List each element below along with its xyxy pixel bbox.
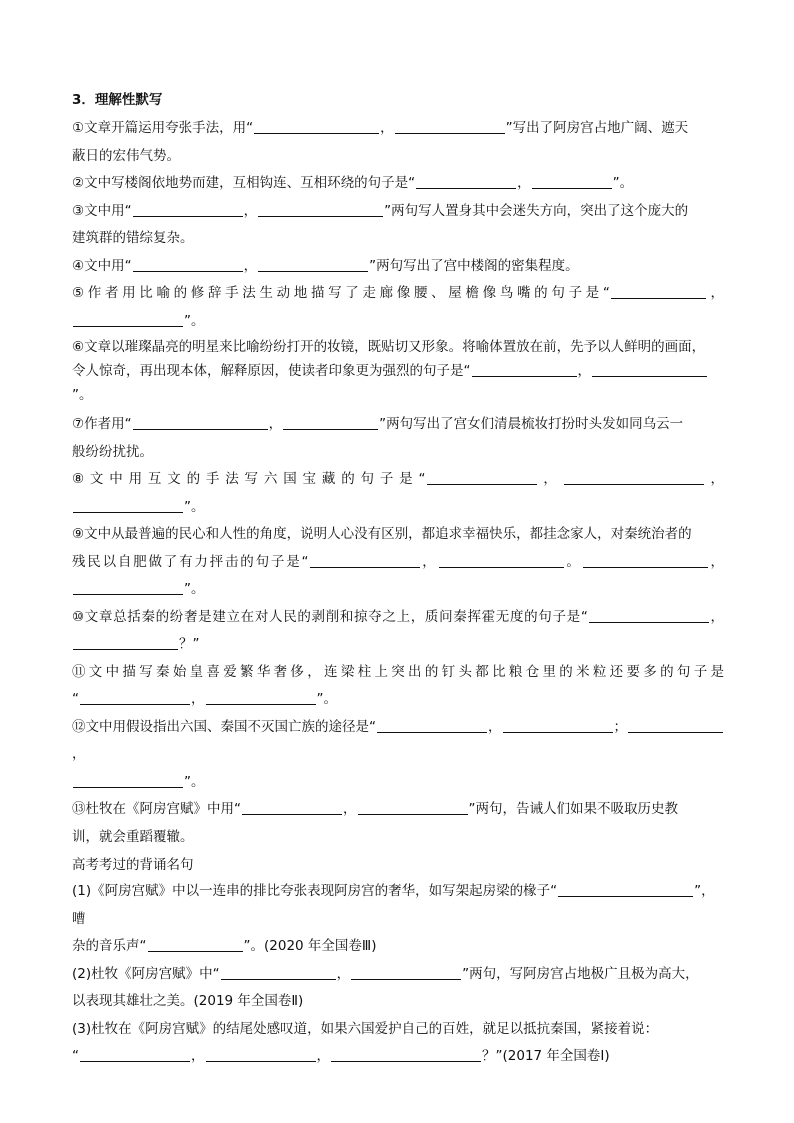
question-10: ⑩文章总括秦的纷奢是建立在对人民的剥削和掠夺之上，质问秦挥霍无度的句子是“ ， ？” [72, 608, 725, 652]
answer-blank[interactable] [206, 1047, 316, 1062]
answer-blank[interactable] [592, 362, 707, 377]
question-12: ⑫文中用假设指出六国、秦国不灭国亡族的途径是“ ， ；， ”。 [72, 714, 724, 797]
answer-blank[interactable] [133, 202, 243, 217]
question-8: ⑧文中用互文的手法写六国宝藏的句子是“ ， ， ”。 [72, 471, 724, 515]
answer-blank[interactable] [221, 965, 336, 980]
answer-blank[interactable] [206, 690, 316, 705]
question-9: ⑨文中从最普遍的民心和人性的角度，说明人心没有区别，都追求幸福快乐，都挂念家人，对秦统治者的 残民以自肥做了有力抨击的句子是“ ， 。 ， ”。 [72, 526, 725, 597]
answer-blank[interactable] [258, 257, 368, 272]
answer-blank[interactable] [73, 773, 183, 788]
answer-blank[interactable] [73, 498, 183, 513]
question-2: ②文中写楼阁依地势而建，互相钩连、互相环绕的句子是“ ， ”。 [72, 175, 634, 191]
answer-blank[interactable] [472, 362, 577, 377]
gaokao-question-1: (1)《阿房宫赋》中以一连串的排比夸张表现阿房宫的奢华，如写架起房梁的椽子“ ”，嘈 杂的音乐声“ ”。(2020 年全国卷Ⅲ) [72, 883, 715, 954]
answer-blank[interactable] [377, 718, 487, 733]
answer-blank[interactable] [148, 937, 243, 952]
subsection-heading: 高考考过的背诵名句 [72, 857, 194, 873]
answer-blank[interactable] [73, 635, 178, 650]
answer-blank[interactable] [395, 119, 505, 134]
question-5: ⑤作者用比喻的修辞手法生动地描写了走廊像腰、屋檐像鸟嘴的句子是“ ， ”。 [72, 285, 724, 329]
question-11: ⑪文中描写秦始皇喜爱繁华奢侈，连梁柱上突出的钉头都比粮仓里的米粒还要多的句子是 “ ， ”。 [72, 663, 724, 707]
answer-blank[interactable] [427, 470, 537, 485]
question-7: ⑦作者用“ ， ”两句写出了宫女们清晨梳妆打扮时头发如同乌云一 般纷纷扰扰。 [72, 416, 684, 460]
question-1: ①文章开篇运用夸张手法，用“ ， ”写出了阿房宫占地广阔、遮天 蔽日的宏伟气势。 [72, 120, 689, 164]
answer-blank[interactable] [73, 580, 183, 595]
answer-blank[interactable] [358, 800, 468, 815]
answer-blank[interactable] [589, 608, 709, 623]
answer-blank[interactable] [439, 553, 564, 568]
gaokao-question-2: (2)杜牧《阿房宫赋》中“ ， ”两句，写阿房宫占地极广且极为高大， 以表现其雄壮之美。(2019 年全国卷Ⅱ) [72, 965, 699, 1009]
answer-blank[interactable] [416, 174, 516, 189]
question-6: ⑥文章以璀璨晶亮的明星来比喻纷纷打开的妆镜，既贴切又形象。将喻体置放在前，先予以人鲜明的画面， 令人惊奇，再出现本体，解释原因，使读者印象更为强烈的句子是“ ，”。 [72, 339, 706, 403]
section-heading: 3．理解性默写 [72, 92, 163, 108]
answer-blank[interactable] [258, 202, 383, 217]
gaokao-question-3: (3)杜牧在《阿房宫赋》的结尾处感叹道，如果六国爱护自己的百姓，就足以抵抗秦国，紧接着说： “ ， ， ？”(2017 年全国卷Ⅰ) [72, 1020, 659, 1064]
exercise-page [72, 90, 724, 1071]
answer-blank[interactable] [254, 119, 379, 134]
question-4: ④文中用“ ， ”两句写出了宫中楼阁的密集程度。 [72, 257, 579, 274]
answer-blank[interactable] [80, 1047, 190, 1062]
answer-blank[interactable] [331, 1047, 481, 1062]
answer-blank[interactable] [242, 800, 342, 815]
answer-blank[interactable] [310, 553, 420, 568]
answer-blank[interactable] [583, 553, 708, 568]
answer-blank[interactable] [133, 415, 268, 430]
answer-blank[interactable] [73, 312, 183, 327]
answer-blank[interactable] [80, 690, 190, 705]
answer-blank[interactable] [611, 284, 706, 299]
question-13: ⑬杜牧在《阿房宫赋》中用“ ， ”两句，告诫人们如果不吸取历史教 训，就会重蹈覆辙。 [72, 801, 678, 845]
answer-blank[interactable] [628, 718, 723, 733]
answer-blank[interactable] [283, 415, 378, 430]
answer-blank[interactable] [558, 882, 693, 897]
question-3: ③文中用“ ， ”两句写人置身其中会迷失方向，突出了这个庞大的 建筑群的错综复杂。 [72, 202, 689, 246]
answer-blank[interactable] [564, 470, 704, 485]
answer-blank[interactable] [133, 257, 243, 272]
answer-blank[interactable] [503, 718, 613, 733]
answer-blank[interactable] [532, 174, 612, 189]
answer-blank[interactable] [351, 965, 461, 980]
